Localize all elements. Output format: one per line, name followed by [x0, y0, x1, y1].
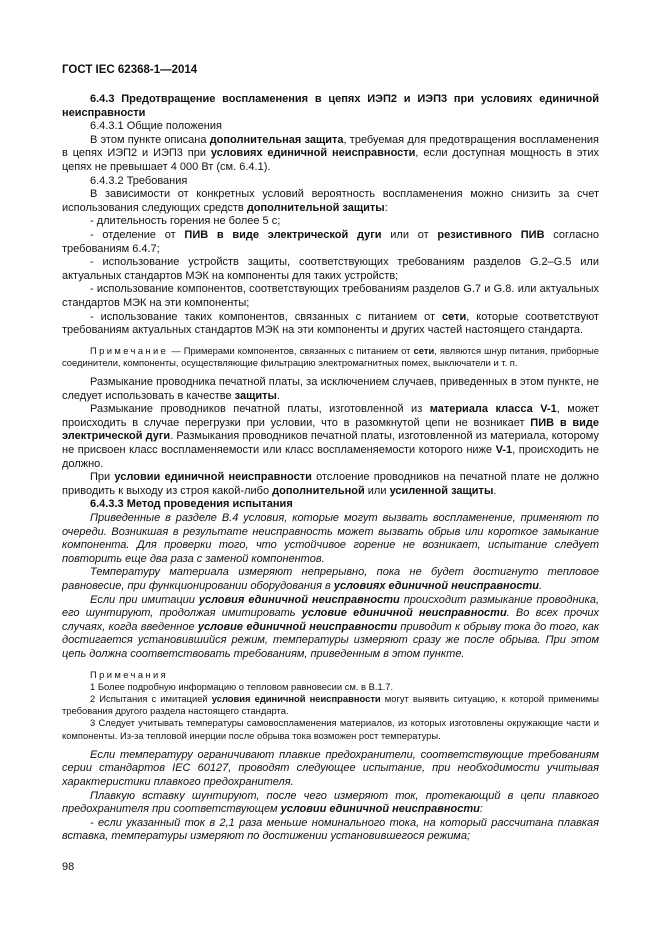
defined-term: V-1: [495, 444, 513, 457]
defined-term: условии единичной неисправности: [114, 471, 312, 484]
section-heading: [62, 498, 599, 512]
defined-term: дополнительная защита: [209, 133, 344, 146]
note-paragraph: [62, 681, 599, 693]
defined-term: условия единичной неисправности: [211, 692, 381, 704]
paragraph: [62, 471, 599, 498]
text-run: , которые соответствуют требованиям актуальных стандартов МЭК на эти компоненты и других частей настоящего стандарта.: [62, 310, 600, 337]
text-run: Плавкую вставку шунтируют, после чего измеряют ток, протекающий в цепи плавкого предохранителя при соответствующем: [62, 789, 599, 816]
text-run: — Примерами компонентов, связанных с питанием от: [168, 344, 414, 356]
text-run: В зависимости от конкретных условий вероятность воспламенения можно снизить за счет использования следующих средств: [62, 188, 599, 214]
text-run: , может происходить в случае перегрузки при условии, что в разомкнутой цепи не возникает: [62, 403, 599, 429]
page-body: [62, 0, 599, 844]
text-run: :: [479, 803, 483, 816]
text-run: согласно требованиям 6.4.7;: [62, 228, 600, 255]
text-run: Приведенные в разделе B.4 условия, которые могут вызвать воспламенение, применяют по очереди. Возникшая в результате неисправность может вызвать обрыв или короткое замыкание компонента. Для проверки того, что устойчивое горение не возникает, испытание следует повторить еще два раза с заменой компонентов.: [62, 512, 599, 565]
text-run: 3 Следует учитывать температуры самовоспламенения материалов, из которых изготовлены окружающие части и компоненты. Из-за тепловой инерции после обрыва тока возможен рост температуры.: [62, 717, 599, 741]
text-run: , происходить не должно.: [62, 444, 599, 470]
paragraph: [62, 403, 599, 471]
defined-term: дополнительной защиты: [246, 201, 385, 214]
document-code-header: ГОСТ IEC 62368-1—2014: [62, 64, 198, 76]
defined-term: ПИВ в виде электрической дуги: [184, 228, 382, 241]
paragraph: [62, 311, 599, 338]
paragraph: [62, 134, 599, 175]
paragraph: [62, 817, 599, 844]
text-run: В этом пункте описана: [90, 133, 210, 146]
defined-term: резистивного ПИВ: [437, 228, 545, 241]
text-run: - использование устройств защиты, соответствующих требованиям разделов G.2–G.5 или актуальных стандартов МЭК на компоненты для таких устройств;: [62, 256, 599, 282]
paragraph: [62, 594, 599, 662]
paragraph: [62, 283, 599, 310]
defined-term: усиленной защиты: [389, 484, 494, 497]
text-run: .: [493, 484, 497, 497]
paragraph: [62, 790, 599, 817]
text-run: Примечания: [90, 668, 169, 680]
text-run: - использование таких компонентов, связанных с питанием от: [90, 310, 443, 323]
text-run: или от: [381, 228, 438, 241]
text-run: Примечание: [90, 344, 169, 356]
paragraph: [62, 749, 599, 790]
paragraph: [62, 376, 599, 403]
text-run: 6.4.3.1 Общие положения: [90, 120, 222, 133]
text-run: - использование компонентов, соответствующих требованиям разделов G.7 и G.8. или актуальных стандартов МЭК на эти компоненты;: [62, 283, 599, 309]
defined-term: сети: [442, 310, 467, 323]
text-run: Размыкание проводника печатной платы, за исключением случаев, приведенных в этом пункте, не следует использовать в качестве: [62, 376, 599, 402]
defined-term: ПИВ в виде электрической дуги: [62, 416, 599, 443]
section-heading: [62, 93, 599, 120]
text-run: - длительность горения не более 5 с;: [90, 215, 281, 228]
text-run: - отделение от: [90, 228, 185, 241]
text-run: 1 Более подробную информацию о тепловом равновесии см. в B.1.7.: [90, 680, 394, 692]
text-run: отслоение проводников на печатной плате не должно приводить к выходу из строя какой-либо: [62, 471, 599, 497]
text-run: 6.4.3 Предотвращение воспламенения в цепях ИЭП2 и ИЭП3 при условиях единичной неисправности: [62, 93, 599, 119]
text-run: приводит к обрыву тока до того, как достигается установившийся режим, температуры измеряют сразу же после обрыва. При этом цепь должна соответствовать требованиям, приведенным в этом пункте.: [62, 620, 600, 660]
text-run: 6.4.3.3 Метод проведения испытания: [90, 498, 293, 511]
text-run: Температуру материала измеряют непрерывно, пока не будет достигнуто тепловое равновесие, при функционировании оборудования в: [62, 566, 599, 592]
text-run: - если указанный ток в 2,1 раза меньше номинального тока, на который рассчитана плавкая вставка, температуры измеряют по достижении установившегося режима;: [62, 816, 599, 843]
text-run: . Размыкания проводников печатной платы, изготовленной из материала, которому не присвоен класс воспламеняемости или класс воспламеняемости которого ниже: [62, 430, 599, 457]
text-run: .: [538, 580, 543, 592]
paragraph: [62, 215, 599, 229]
defined-term: сети: [413, 344, 435, 356]
defined-term: защиты: [234, 389, 277, 402]
text-run: 6.4.3.2 Требования: [90, 174, 188, 187]
text-run: При: [90, 471, 115, 484]
defined-term: условии единичной неисправности: [280, 803, 480, 816]
paragraph: [62, 188, 599, 215]
text-run: могут выявить ситуацию, к которой применимы требования другого раздела настоящего стандарта.: [62, 692, 599, 717]
defined-term: условие единичной неисправности: [197, 620, 398, 633]
defined-term: условиях единичной неисправности: [210, 147, 416, 160]
text-run: Размыкание проводников печатной платы, изготовленной из: [90, 403, 430, 416]
text-run: 2 Испытания с имитацией: [90, 692, 212, 704]
paragraph: [62, 229, 599, 256]
text-run: .: [276, 389, 280, 402]
text-run: . Во всех прочих случаях, когда введенное: [62, 607, 600, 633]
defined-term: дополнительной: [272, 484, 365, 497]
note-paragraph: [62, 693, 599, 717]
defined-term: условия единичной неисправности: [198, 593, 400, 606]
note-paragraph: [62, 345, 599, 369]
paragraph: [62, 566, 599, 593]
text-run: , являются шнур питания, приборные соединители, компоненты, осуществляющие фильтрацию электромагнитных помех, выключатели и т. п.: [62, 344, 600, 368]
paragraph: [62, 175, 599, 189]
paragraph: [62, 256, 599, 283]
text-run: :: [384, 201, 388, 214]
text-run: Если при имитации: [90, 593, 199, 606]
defined-term: материала класса V-1: [429, 403, 557, 416]
defined-term: условиях единичной неисправности: [333, 580, 539, 592]
page-number: 98: [62, 860, 75, 873]
defined-term: условие единичной неисправности: [301, 607, 507, 620]
text-run: или: [364, 484, 390, 497]
paragraph: [62, 512, 599, 566]
text-run: Если температуру ограничивают плавкие предохранители, соответствующие требованиям серии стандартов IEC 60127, проводят следующее испытание, при необходимости учитывая характеристики плавкого предохранителя.: [62, 748, 599, 788]
text-run: , требуемая для предотвращения воспламенения в цепях ИЭП2 и ИЭП3 при: [62, 133, 600, 160]
note-paragraph: [62, 717, 599, 741]
text-run: происходит размыкание проводника, его шунтируют, продолжая имитировать: [62, 593, 599, 620]
paragraph: [62, 120, 599, 134]
text-run: , если доступная мощность в этих цепях не превышает 4 000 Вт (см. 6.4.1).: [62, 147, 599, 173]
note-paragraph: [62, 669, 599, 681]
